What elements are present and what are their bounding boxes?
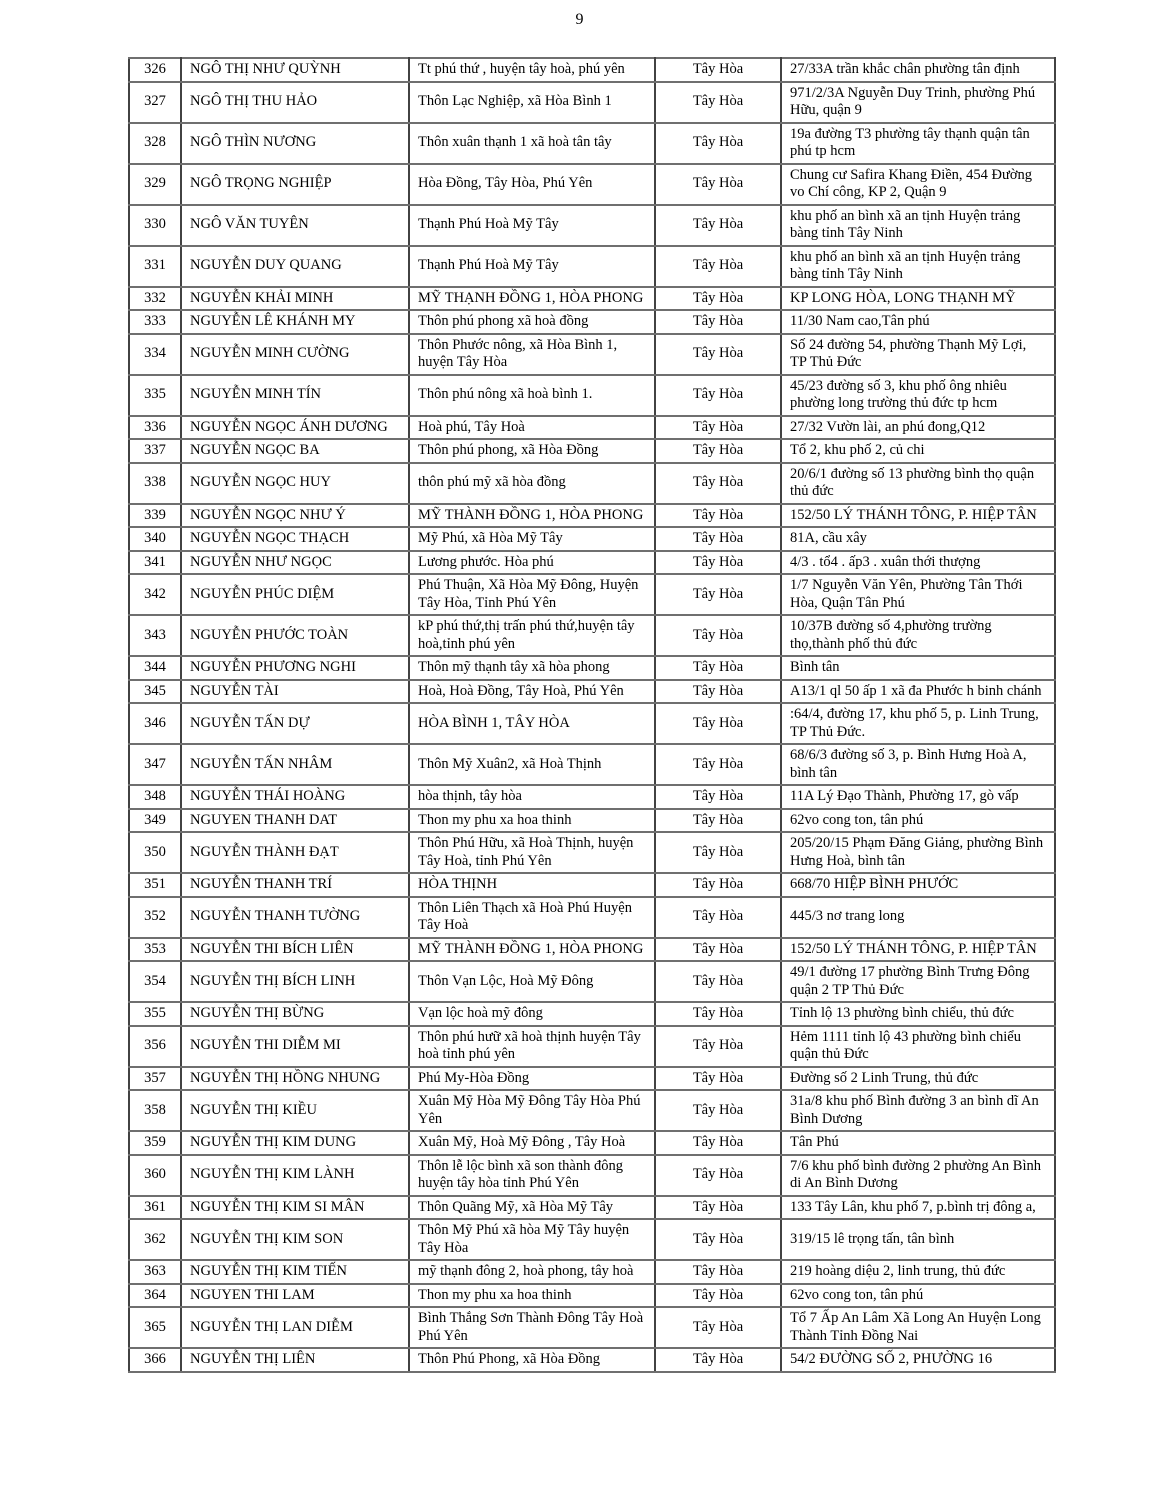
- address-cell: Thôn phú phong, xã Hòa Đồng: [409, 439, 655, 463]
- name-cell: NGUYỄN MINH CƯỜNG: [181, 334, 409, 375]
- district-cell: Tây Hòa: [655, 961, 781, 1002]
- district-cell: Tây Hòa: [655, 1219, 781, 1260]
- table-row: [129, 656, 1055, 680]
- district-cell: Tây Hòa: [655, 744, 781, 785]
- district-cell: Tây Hòa: [655, 1155, 781, 1196]
- address-cell: Tt phú thứ , huyện tây hoà, phú yên: [409, 58, 655, 82]
- name-cell: NGUYỄN NGỌC ÁNH DƯƠNG: [181, 416, 409, 440]
- district-cell: Tây Hòa: [655, 1131, 781, 1155]
- table-row: [129, 873, 1055, 897]
- address-cell: Phú My-Hòa Đồng: [409, 1067, 655, 1091]
- table-row: [129, 1026, 1055, 1067]
- address-cell: Thôn Phú Hữu, xã Hoà Thịnh, huyện Tây Hoà, tỉnh Phú Yên: [409, 832, 655, 873]
- name-cell: NGUYỄN THANH TRÍ: [181, 873, 409, 897]
- district-cell: Tây Hòa: [655, 439, 781, 463]
- secondary-address-cell: Chung cư Safira Khang Điền, 454 Đường vo Chí công, KP 2, Quận 9: [781, 164, 1055, 205]
- table-row: [129, 375, 1055, 416]
- secondary-address-cell: 20/6/1 đường số 13 phường bình thọ quận thủ đức: [781, 463, 1055, 504]
- row-number-cell: 347: [129, 744, 181, 785]
- secondary-address-cell: 45/23 đường số 3, khu phố ông nhiêu phường long trường thủ đức tp hcm: [781, 375, 1055, 416]
- name-cell: NGÔ THÌN NƯƠNG: [181, 123, 409, 164]
- table-row: [129, 1196, 1055, 1220]
- address-cell: Thạnh Phú Hoà Mỹ Tây: [409, 246, 655, 287]
- row-number-cell: 345: [129, 680, 181, 704]
- name-cell: NGUYỄN NHƯ NGỌC: [181, 551, 409, 575]
- table-row: [129, 123, 1055, 164]
- name-cell: NGUYỄN TẤN NHÂM: [181, 744, 409, 785]
- row-number-cell: 351: [129, 873, 181, 897]
- name-cell: NGUYỄN THÁI HOÀNG: [181, 785, 409, 809]
- name-cell: NGUYỄN THỊ KIM SON: [181, 1219, 409, 1260]
- table-row: [129, 58, 1055, 82]
- table-row: [129, 504, 1055, 528]
- secondary-address-cell: 1/7 Nguyễn Văn Yên, Phường Tân Thới Hòa, Quận Tân Phú: [781, 574, 1055, 615]
- secondary-address-cell: 205/20/15 Phạm Đăng Giảng, phường Bình Hưng Hoà, bình tân: [781, 832, 1055, 873]
- name-cell: NGUYỄN THỊ KIM LÀNH: [181, 1155, 409, 1196]
- table-row: [129, 1067, 1055, 1091]
- district-cell: Tây Hòa: [655, 58, 781, 82]
- table-row: [129, 785, 1055, 809]
- secondary-address-cell: 219 hoàng diệu 2, linh trung, thủ đức: [781, 1260, 1055, 1284]
- address-cell: Mỹ Phú, xã Hòa Mỹ Tây: [409, 527, 655, 551]
- district-cell: Tây Hòa: [655, 873, 781, 897]
- secondary-address-cell: Hẻm 1111 tỉnh lộ 43 phường bình chiểu quận thủ Đức: [781, 1026, 1055, 1067]
- name-cell: NGUYỄN TẤN DỰ: [181, 703, 409, 744]
- secondary-address-cell: 668/70 HIỆP BÌNH PHƯỚC: [781, 873, 1055, 897]
- name-cell: NGUYỄN PHƯƠNG NGHI: [181, 656, 409, 680]
- name-cell: NGÔ THỊ THU HẢO: [181, 82, 409, 123]
- row-number-cell: 340: [129, 527, 181, 551]
- address-cell: Thôn phú phong xã hoà đồng: [409, 310, 655, 334]
- district-cell: Tây Hòa: [655, 1284, 781, 1308]
- district-cell: Tây Hòa: [655, 832, 781, 873]
- address-cell: Phú Thuận, Xã Hòa Mỹ Đông, Huyện Tây Hòa, Tỉnh Phú Yên: [409, 574, 655, 615]
- address-cell: Bình Thắng Sơn Thành Đông Tây Hoà Phú Yên: [409, 1307, 655, 1348]
- table-row: [129, 809, 1055, 833]
- district-cell: Tây Hòa: [655, 334, 781, 375]
- district-cell: Tây Hòa: [655, 615, 781, 656]
- district-cell: Tây Hòa: [655, 164, 781, 205]
- secondary-address-cell: A13/1 ql 50 ấp 1 xã đa Phước h binh chánh: [781, 680, 1055, 704]
- name-cell: NGUYỄN THÀNH ĐẠT: [181, 832, 409, 873]
- row-number-cell: 361: [129, 1196, 181, 1220]
- secondary-address-cell: 4/3 . tổ4 . ấp3 . xuân thới thượng: [781, 551, 1055, 575]
- address-cell: Thôn Phước nông, xã Hòa Bình 1, huyện Tây Hòa: [409, 334, 655, 375]
- secondary-address-cell: :64/4, đường 17, khu phố 5, p. Linh Trung, TP Thủ Đức.: [781, 703, 1055, 744]
- name-cell: NGÔ VĂN TUYÊN: [181, 205, 409, 246]
- secondary-address-cell: 11/30 Nam cao,Tân phú: [781, 310, 1055, 334]
- secondary-address-cell: 62vo cong ton, tân phú: [781, 809, 1055, 833]
- address-cell: thôn phú mỹ xã hòa đồng: [409, 463, 655, 504]
- row-number-cell: 353: [129, 938, 181, 962]
- table-row: [129, 574, 1055, 615]
- row-number-cell: 339: [129, 504, 181, 528]
- table-row: [129, 897, 1055, 938]
- table-row: [129, 1002, 1055, 1026]
- name-cell: NGUYỄN MINH TÍN: [181, 375, 409, 416]
- address-cell: kP phú thứ,thị trấn phú thứ,huyện tây hoà,tỉnh phú yên: [409, 615, 655, 656]
- name-cell: NGUYỄN LÊ KHÁNH MY: [181, 310, 409, 334]
- name-cell: NGÔ THỊ NHƯ QUỲNH: [181, 58, 409, 82]
- row-number-cell: 330: [129, 205, 181, 246]
- district-cell: Tây Hòa: [655, 656, 781, 680]
- name-cell: NGUYỄN NGỌC HUY: [181, 463, 409, 504]
- district-cell: Tây Hòa: [655, 551, 781, 575]
- table-row: [129, 551, 1055, 575]
- table-row: [129, 463, 1055, 504]
- table-row: [129, 82, 1055, 123]
- address-cell: MỸ THẠNH ĐỒNG 1, HÒA PHONG: [409, 287, 655, 311]
- address-cell: Thon my phu xa hoa thinh: [409, 809, 655, 833]
- district-cell: Tây Hòa: [655, 574, 781, 615]
- table-row: [129, 615, 1055, 656]
- name-cell: NGUYỄN NGỌC BA: [181, 439, 409, 463]
- roster-table-body: [129, 58, 1055, 1372]
- secondary-address-cell: Tổ 2, khu phố 2, củ chi: [781, 439, 1055, 463]
- row-number-cell: 354: [129, 961, 181, 1002]
- row-number-cell: 329: [129, 164, 181, 205]
- address-cell: Thôn Liên Thạch xã Hoà Phú Huyện Tây Hoà: [409, 897, 655, 938]
- secondary-address-cell: 445/3 nơ trang long: [781, 897, 1055, 938]
- row-number-cell: 327: [129, 82, 181, 123]
- district-cell: Tây Hòa: [655, 1260, 781, 1284]
- row-number-cell: 331: [129, 246, 181, 287]
- table-row: [129, 1155, 1055, 1196]
- name-cell: NGUYỄN THỊ BỪNG: [181, 1002, 409, 1026]
- secondary-address-cell: 27/33A trần khắc chân phường tân định: [781, 58, 1055, 82]
- table-row: [129, 246, 1055, 287]
- row-number-cell: 346: [129, 703, 181, 744]
- district-cell: Tây Hòa: [655, 527, 781, 551]
- name-cell: NGUYEN THI LAM: [181, 1284, 409, 1308]
- row-number-cell: 341: [129, 551, 181, 575]
- address-cell: Hoà phú, Tây Hoà: [409, 416, 655, 440]
- table-row: [129, 439, 1055, 463]
- name-cell: NGUYEN THANH DAT: [181, 809, 409, 833]
- table-row: [129, 1260, 1055, 1284]
- district-cell: Tây Hòa: [655, 310, 781, 334]
- roster-table: [128, 57, 1056, 1373]
- address-cell: Thôn phú hưữ xã hoà thịnh huyện Tây hoà tỉnh phú yên: [409, 1026, 655, 1067]
- district-cell: Tây Hòa: [655, 416, 781, 440]
- name-cell: NGUYỄN THỊ KIM DUNG: [181, 1131, 409, 1155]
- row-number-cell: 356: [129, 1026, 181, 1067]
- address-cell: HÒA THỊNH: [409, 873, 655, 897]
- address-cell: Hoà, Hoà Đồng, Tây Hoà, Phú Yên: [409, 680, 655, 704]
- table-row: [129, 527, 1055, 551]
- table-row: [129, 1131, 1055, 1155]
- row-number-cell: 338: [129, 463, 181, 504]
- name-cell: NGUYỄN THỊ BÍCH LINH: [181, 961, 409, 1002]
- address-cell: Thôn mỹ thạnh tây xã hòa phong: [409, 656, 655, 680]
- name-cell: NGUYỄN DUY QUANG: [181, 246, 409, 287]
- row-number-cell: 348: [129, 785, 181, 809]
- row-number-cell: 337: [129, 439, 181, 463]
- row-number-cell: 352: [129, 897, 181, 938]
- row-number-cell: 366: [129, 1348, 181, 1372]
- name-cell: NGUYỄN TÀI: [181, 680, 409, 704]
- table-row: [129, 1348, 1055, 1372]
- secondary-address-cell: khu phố an bình xã an tịnh Huyện trảng bàng tỉnh Tây Ninh: [781, 246, 1055, 287]
- name-cell: NGUYỄN THANH TƯỜNG: [181, 897, 409, 938]
- secondary-address-cell: 19a đường T3 phường tây thạnh quận tân phú tp hcm: [781, 123, 1055, 164]
- district-cell: Tây Hòa: [655, 246, 781, 287]
- secondary-address-cell: 81A, cầu xây: [781, 527, 1055, 551]
- table-row: [129, 310, 1055, 334]
- secondary-address-cell: Số 24 đường 54, phường Thạnh Mỹ Lợi, TP Thủ Đức: [781, 334, 1055, 375]
- secondary-address-cell: 7/6 khu phố bình đường 2 phường An Bình di An Bình Dương: [781, 1155, 1055, 1196]
- address-cell: Thôn lễ lộc bình xã son thành đông huyện tây hòa tỉnh Phú Yên: [409, 1155, 655, 1196]
- district-cell: Tây Hòa: [655, 1090, 781, 1131]
- row-number-cell: 364: [129, 1284, 181, 1308]
- district-cell: Tây Hòa: [655, 123, 781, 164]
- name-cell: NGUYỄN THỊ KIM SI MÂN: [181, 1196, 409, 1220]
- district-cell: Tây Hòa: [655, 82, 781, 123]
- secondary-address-cell: 971/2/3A Nguyễn Duy Trinh, phường Phú Hữu, quận 9: [781, 82, 1055, 123]
- secondary-address-cell: Đường số 2 Linh Trung, thủ đức: [781, 1067, 1055, 1091]
- district-cell: Tây Hòa: [655, 504, 781, 528]
- secondary-address-cell: khu phố an bình xã an tịnh Huyện trảng bàng tỉnh Tây Ninh: [781, 205, 1055, 246]
- secondary-address-cell: 62vo cong ton, tân phú: [781, 1284, 1055, 1308]
- district-cell: Tây Hòa: [655, 785, 781, 809]
- address-cell: Xuân Mỹ, Hoà Mỹ Đông , Tây Hoà: [409, 1131, 655, 1155]
- secondary-address-cell: 10/37B đường số 4,phường trường thọ,thành phố thủ đức: [781, 615, 1055, 656]
- address-cell: MỸ THÀNH ĐỒNG 1, HÒA PHONG: [409, 504, 655, 528]
- address-cell: Thạnh Phú Hoà Mỹ Tây: [409, 205, 655, 246]
- secondary-address-cell: 27/32 Vườn lài, an phú đong,Q12: [781, 416, 1055, 440]
- secondary-address-cell: KP LONG HÒA, LONG THẠNH MỸ: [781, 287, 1055, 311]
- name-cell: NGUYỄN PHƯỚC TOÀN: [181, 615, 409, 656]
- row-number-cell: 358: [129, 1090, 181, 1131]
- name-cell: NGUYỄN THỊ LIÊN: [181, 1348, 409, 1372]
- name-cell: NGUYỄN THI DIỄM MI: [181, 1026, 409, 1067]
- address-cell: Thôn Mỹ Phú xã hòa Mỹ Tây huyện Tây Hòa: [409, 1219, 655, 1260]
- address-cell: Thon my phu xa hoa thinh: [409, 1284, 655, 1308]
- table-row: [129, 287, 1055, 311]
- name-cell: NGUYỄN THỊ KIỀU: [181, 1090, 409, 1131]
- name-cell: NGUYỄN NGỌC THẠCH: [181, 527, 409, 551]
- table-row: [129, 703, 1055, 744]
- district-cell: Tây Hòa: [655, 1026, 781, 1067]
- row-number-cell: 362: [129, 1219, 181, 1260]
- name-cell: NGUYỄN THỊ LAN DIỄM: [181, 1307, 409, 1348]
- address-cell: Thôn Lạc Nghiệp, xã Hòa Bình 1: [409, 82, 655, 123]
- address-cell: Xuân Mỹ Hòa Mỹ Đông Tây Hòa Phú Yên: [409, 1090, 655, 1131]
- row-number-cell: 332: [129, 287, 181, 311]
- row-number-cell: 333: [129, 310, 181, 334]
- district-cell: Tây Hòa: [655, 809, 781, 833]
- district-cell: Tây Hòa: [655, 375, 781, 416]
- address-cell: Thôn Phú Phong, xã Hòa Đồng: [409, 1348, 655, 1372]
- row-number-cell: 355: [129, 1002, 181, 1026]
- row-number-cell: 357: [129, 1067, 181, 1091]
- secondary-address-cell: Tổ 7 Ấp An Lâm Xã Long An Huyện Long Thành Tỉnh Đồng Nai: [781, 1307, 1055, 1348]
- table-row: [129, 416, 1055, 440]
- district-cell: Tây Hòa: [655, 938, 781, 962]
- secondary-address-cell: 319/15 lê trọng tấn, tân bình: [781, 1219, 1055, 1260]
- district-cell: Tây Hòa: [655, 205, 781, 246]
- row-number-cell: 350: [129, 832, 181, 873]
- row-number-cell: 335: [129, 375, 181, 416]
- table-row: [129, 744, 1055, 785]
- table-row: [129, 1307, 1055, 1348]
- address-cell: Hòa Đồng, Tây Hòa, Phú Yên: [409, 164, 655, 205]
- row-number-cell: 365: [129, 1307, 181, 1348]
- secondary-address-cell: 152/50 LÝ THÁNH TÔNG, P. HIỆP TÂN: [781, 938, 1055, 962]
- address-cell: HÒA BÌNH 1, TÂY HÒA: [409, 703, 655, 744]
- name-cell: NGUYỄN THI BÍCH LIÊN: [181, 938, 409, 962]
- row-number-cell: 349: [129, 809, 181, 833]
- district-cell: Tây Hòa: [655, 897, 781, 938]
- page-number: 9: [575, 11, 584, 28]
- row-number-cell: 336: [129, 416, 181, 440]
- address-cell: mỹ thạnh đông 2, hoà phong, tây hoà: [409, 1260, 655, 1284]
- address-cell: MỸ THÀNH ĐỒNG 1, HÒA PHONG: [409, 938, 655, 962]
- table-row: [129, 680, 1055, 704]
- secondary-address-cell: 49/1 đường 17 phường Bình Trưng Đông quận 2 TP Thủ Đức: [781, 961, 1055, 1002]
- district-cell: Tây Hòa: [655, 1348, 781, 1372]
- table-row: [129, 1219, 1055, 1260]
- address-cell: hòa thịnh, tây hòa: [409, 785, 655, 809]
- table-row: [129, 832, 1055, 873]
- secondary-address-cell: Tỉnh lộ 13 phường bình chiểu, thủ đức: [781, 1002, 1055, 1026]
- district-cell: Tây Hòa: [655, 463, 781, 504]
- name-cell: NGUYỄN PHÚC DIỆM: [181, 574, 409, 615]
- address-cell: Vạn lộc hoà mỹ đông: [409, 1002, 655, 1026]
- table-row: [129, 961, 1055, 1002]
- name-cell: NGUYỄN THỊ HỒNG NHUNG: [181, 1067, 409, 1091]
- row-number-cell: 334: [129, 334, 181, 375]
- secondary-address-cell: Bình tân: [781, 656, 1055, 680]
- row-number-cell: 343: [129, 615, 181, 656]
- district-cell: Tây Hòa: [655, 680, 781, 704]
- district-cell: Tây Hòa: [655, 1196, 781, 1220]
- name-cell: NGÔ TRỌNG NGHIỆP: [181, 164, 409, 205]
- name-cell: NGUYỄN KHẢI MINH: [181, 287, 409, 311]
- name-cell: NGUYỄN THỊ KIM TIẾN: [181, 1260, 409, 1284]
- secondary-address-cell: 54/2 ĐƯỜNG SỐ 2, PHƯỜNG 16: [781, 1348, 1055, 1372]
- table-row: [129, 938, 1055, 962]
- row-number-cell: 342: [129, 574, 181, 615]
- secondary-address-cell: 11A Lý Đạo Thành, Phường 17, gò vấp: [781, 785, 1055, 809]
- row-number-cell: 363: [129, 1260, 181, 1284]
- table-row: [129, 205, 1055, 246]
- address-cell: Thôn Mỹ Xuân2, xã Hoà Thịnh: [409, 744, 655, 785]
- address-cell: Thôn Vạn Lộc, Hoà Mỹ Đông: [409, 961, 655, 1002]
- row-number-cell: 359: [129, 1131, 181, 1155]
- table-row: [129, 334, 1055, 375]
- district-cell: Tây Hòa: [655, 703, 781, 744]
- table-row: [129, 1090, 1055, 1131]
- table-row: [129, 164, 1055, 205]
- address-cell: Thôn phú nông xã hoà bình 1.: [409, 375, 655, 416]
- row-number-cell: 326: [129, 58, 181, 82]
- name-cell: NGUYỄN NGỌC NHƯ Ý: [181, 504, 409, 528]
- address-cell: Lương phước. Hòa phú: [409, 551, 655, 575]
- secondary-address-cell: 133 Tây Lân, khu phố 7, p.bình trị đông a,: [781, 1196, 1055, 1220]
- row-number-cell: 344: [129, 656, 181, 680]
- secondary-address-cell: 31a/8 khu phố Bình đường 3 an bình dĩ An Bình Dương: [781, 1090, 1055, 1131]
- row-number-cell: 360: [129, 1155, 181, 1196]
- address-cell: Thôn Quãng Mỹ, xã Hòa Mỹ Tây: [409, 1196, 655, 1220]
- table-row: [129, 1284, 1055, 1308]
- district-cell: Tây Hòa: [655, 1307, 781, 1348]
- address-cell: Thôn xuân thạnh 1 xã hoà tân tây: [409, 123, 655, 164]
- secondary-address-cell: 68/6/3 đường số 3, p. Bình Hưng Hoà A, bình tân: [781, 744, 1055, 785]
- row-number-cell: 328: [129, 123, 181, 164]
- district-cell: Tây Hòa: [655, 1067, 781, 1091]
- secondary-address-cell: Tân Phú: [781, 1131, 1055, 1155]
- district-cell: Tây Hòa: [655, 1002, 781, 1026]
- secondary-address-cell: 152/50 LÝ THÁNH TÔNG, P. HIỆP TÂN: [781, 504, 1055, 528]
- district-cell: Tây Hòa: [655, 287, 781, 311]
